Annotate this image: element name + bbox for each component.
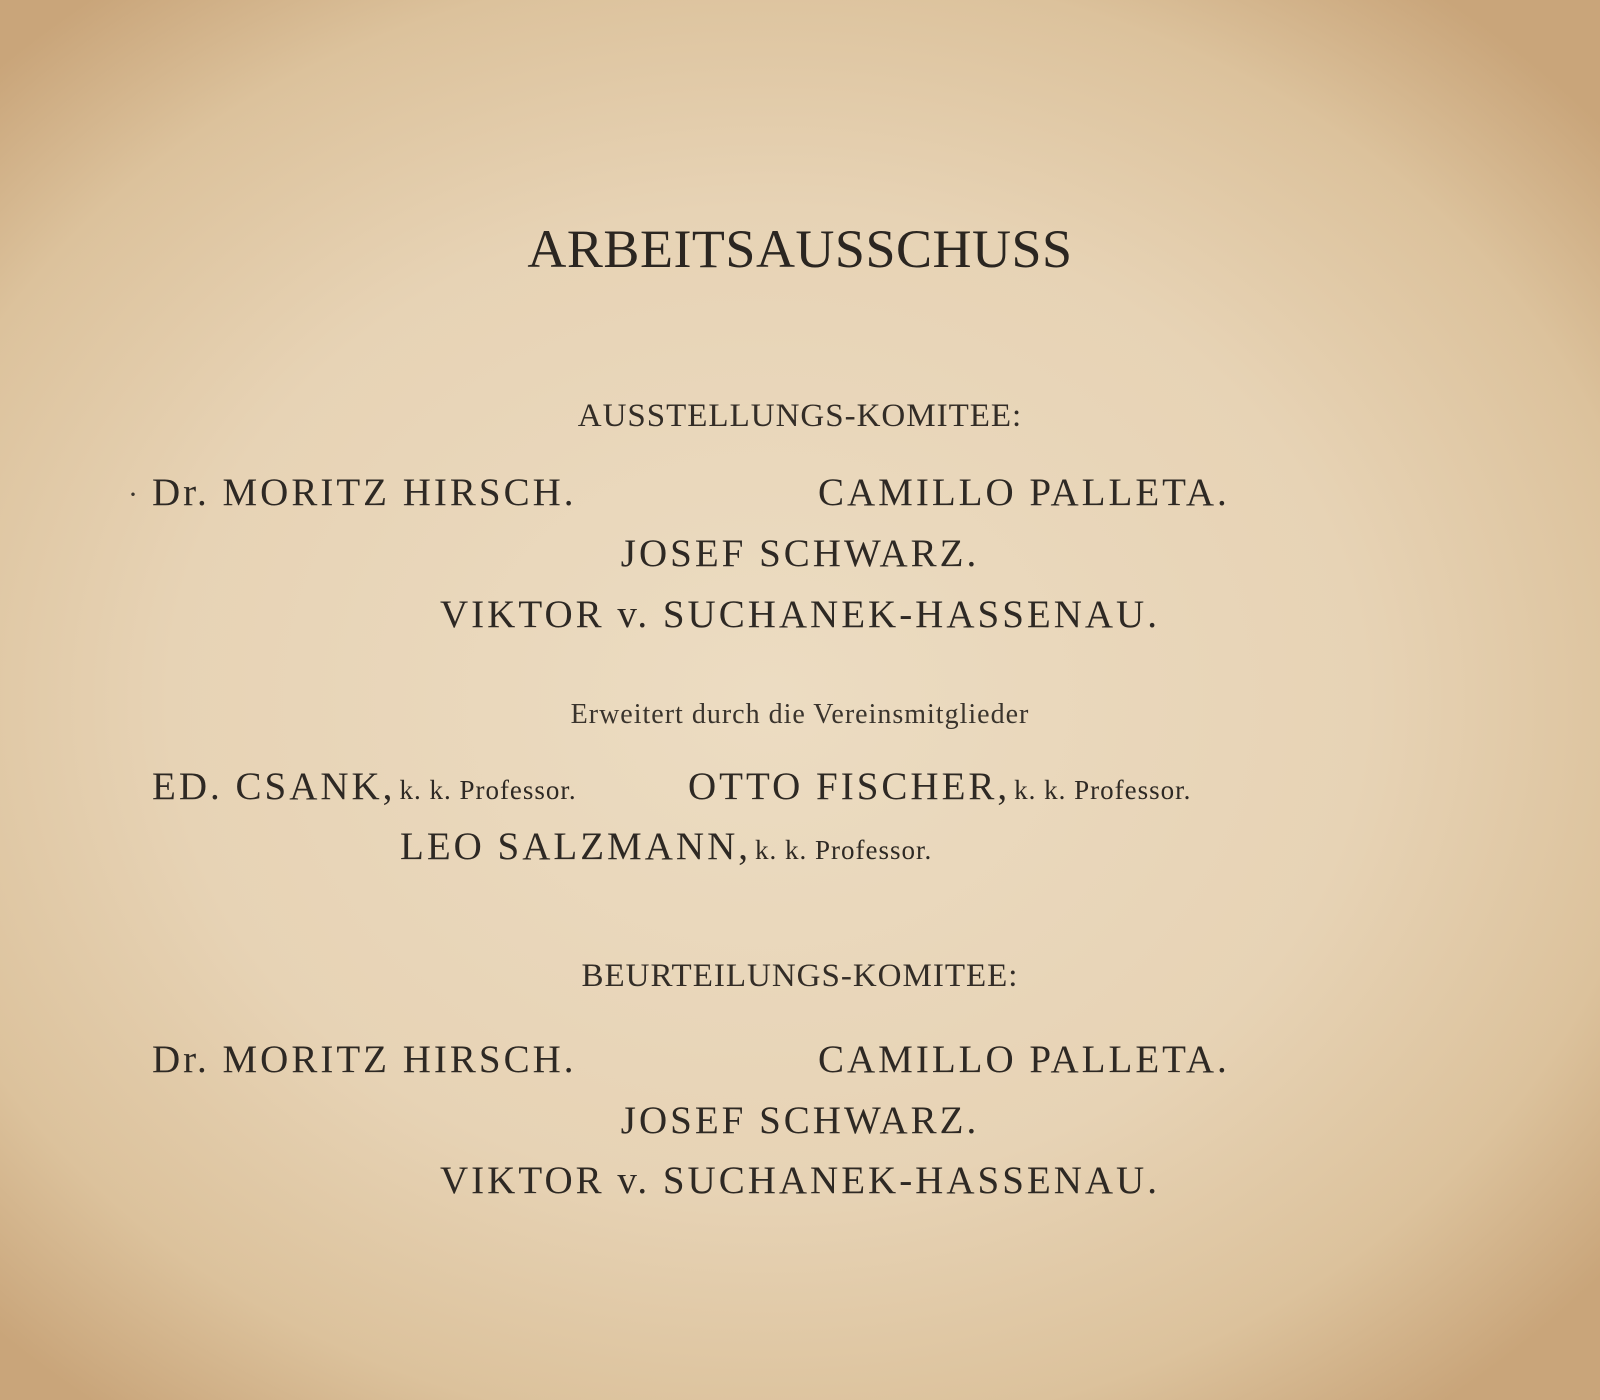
member-name: LEO SALZMANN,	[400, 825, 751, 868]
member-title: k. k. Professor.	[399, 775, 577, 805]
ausstellung-member-palleta: CAMILLO PALLETA.	[818, 471, 1230, 514]
member-title: k. k. Professor.	[754, 835, 933, 865]
member-title: k. k. Professor.	[1014, 775, 1192, 805]
ausstellung-member-suchanek: VIKTOR v. SUCHANEK-HASSENAU.	[440, 593, 1160, 636]
beurteilung-member-palleta: CAMILLO PALLETA.	[818, 1038, 1230, 1081]
ausstellung-heading: AUSSTELLUNGS-KOMITEE:	[577, 398, 1023, 434]
extended-member-csank	[152, 764, 577, 809]
ausstellung-member-hirsch: Dr. MORITZ HIRSCH.	[152, 471, 577, 514]
member-name: ED. CSANK,	[152, 765, 396, 808]
extended-member-salzmann	[400, 824, 932, 869]
extended-note: Erweitert durch die Vereinsmitglieder	[570, 699, 1030, 730]
page-title: ARBEITSAUSSCHUSS	[527, 219, 1073, 279]
beurteilung-member-hirsch: Dr. MORITZ HIRSCH.	[152, 1038, 577, 1081]
bullet-dot: ·	[128, 478, 138, 511]
beurteilung-member-suchanek: VIKTOR v. SUCHANEK-HASSENAU.	[440, 1159, 1160, 1202]
extended-member-fischer	[688, 764, 1191, 809]
member-name: OTTO FISCHER,	[688, 765, 1011, 808]
ausstellung-member-schwarz: JOSEF SCHWARZ.	[620, 532, 980, 575]
beurteilung-heading: BEURTEILUNGS-KOMITEE:	[581, 958, 1019, 994]
beurteilung-member-schwarz: JOSEF SCHWARZ.	[620, 1099, 980, 1142]
